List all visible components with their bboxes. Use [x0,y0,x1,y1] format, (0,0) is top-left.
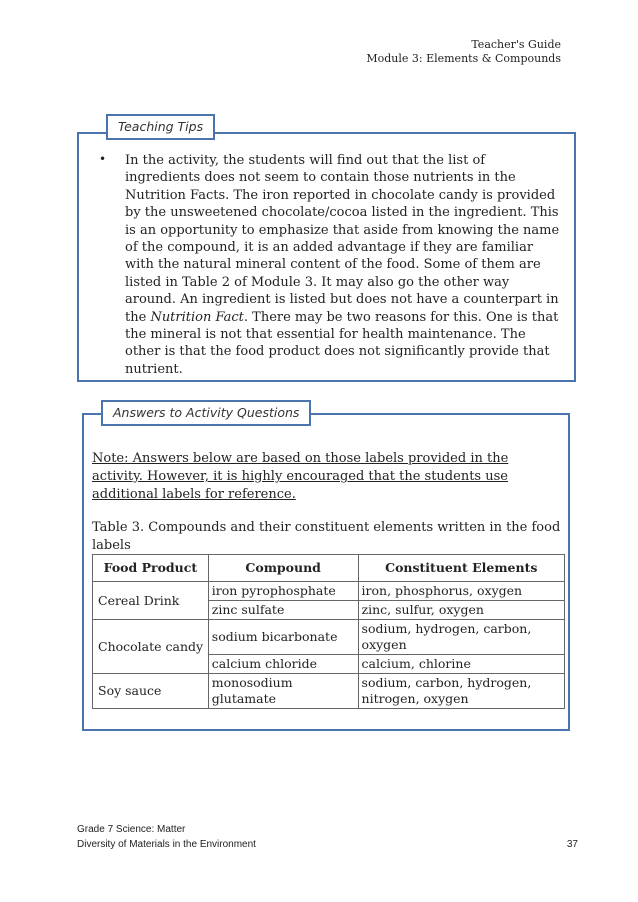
page-header [366,38,561,66]
table-caption: Table 3. Compounds and their constituent elements written in the food labels [92,520,561,553]
tips-text-part1: In the activity, the students will find out that the list of ingredients does not seem to contain those nutrients in the Nutrition Facts. The iron reported in chocolate candy is provided by the unsweetened chocolate/cocoa listed in the ingredient. This is an opportunity to emphasize that aside from knowing the name of the compound, it is an added advantage if they are familiar with the natural mineral content of the food. Some of them are listed in Table 2 of Module 3. It may also go the other way around. An ingredient is listed but does not have a counterpart in the [125,153,560,325]
teaching-tips-content [99,152,564,378]
compound-cell: monosodium glutamate [208,674,358,709]
page-footer [77,822,578,852]
compound-cell: sodium bicarbonate [208,620,358,655]
header-food-product: Food Product [93,555,209,582]
teaching-tips-paragraph [125,152,564,378]
footer-unit: Diversity of Materials in the Environment [77,839,256,850]
footer-course: Grade 7 Science: Matter [77,824,186,835]
elements-cell: sodium, carbon, hydrogen, nitrogen, oxygen [358,674,564,709]
teaching-tips-tab: Teaching Tips [106,114,215,140]
compounds-table [92,554,565,709]
compound-cell: iron pyrophosphate [208,582,358,601]
header-constituent-elements: Constituent Elements [358,555,564,582]
table-row [93,620,565,655]
elements-cell: zinc, sulfur, oxygen [358,601,564,620]
compound-cell: zinc sulfate [208,601,358,620]
compound-cell: calcium chloride [208,655,358,674]
product-cell: Cereal Drink [93,582,209,620]
product-cell: Soy sauce [93,674,209,709]
bullet-icon: • [99,152,107,166]
elements-cell: calcium, chlorine [358,655,564,674]
elements-cell: iron, phosphorus, oxygen [358,582,564,601]
table-row [93,582,565,601]
table-row [93,674,565,709]
product-cell: Chocolate candy [93,620,209,674]
header-guide-title: Teacher's Guide [471,38,561,51]
answers-tab: Answers to Activity Questions [101,400,311,426]
elements-cell: sodium, hydrogen, carbon, oxygen [358,620,564,655]
header-compound: Compound [208,555,358,582]
table-header-row [93,555,565,582]
tips-text-part2: . There may be two reasons for this. One is that the mineral is not that essential for health maintenance. The other is that the food product does not significantly provide that nutrient. [125,309,559,377]
header-module-title: Module 3: Elements & Compounds [366,52,561,65]
page-number: 37 [566,839,578,850]
answers-note: Note: Answers below are based on those labels provided in the activity. However, it is highly encouraged that the students use additional labels for reference. [92,451,509,502]
tips-italic-term: Nutrition Fact [150,309,244,325]
